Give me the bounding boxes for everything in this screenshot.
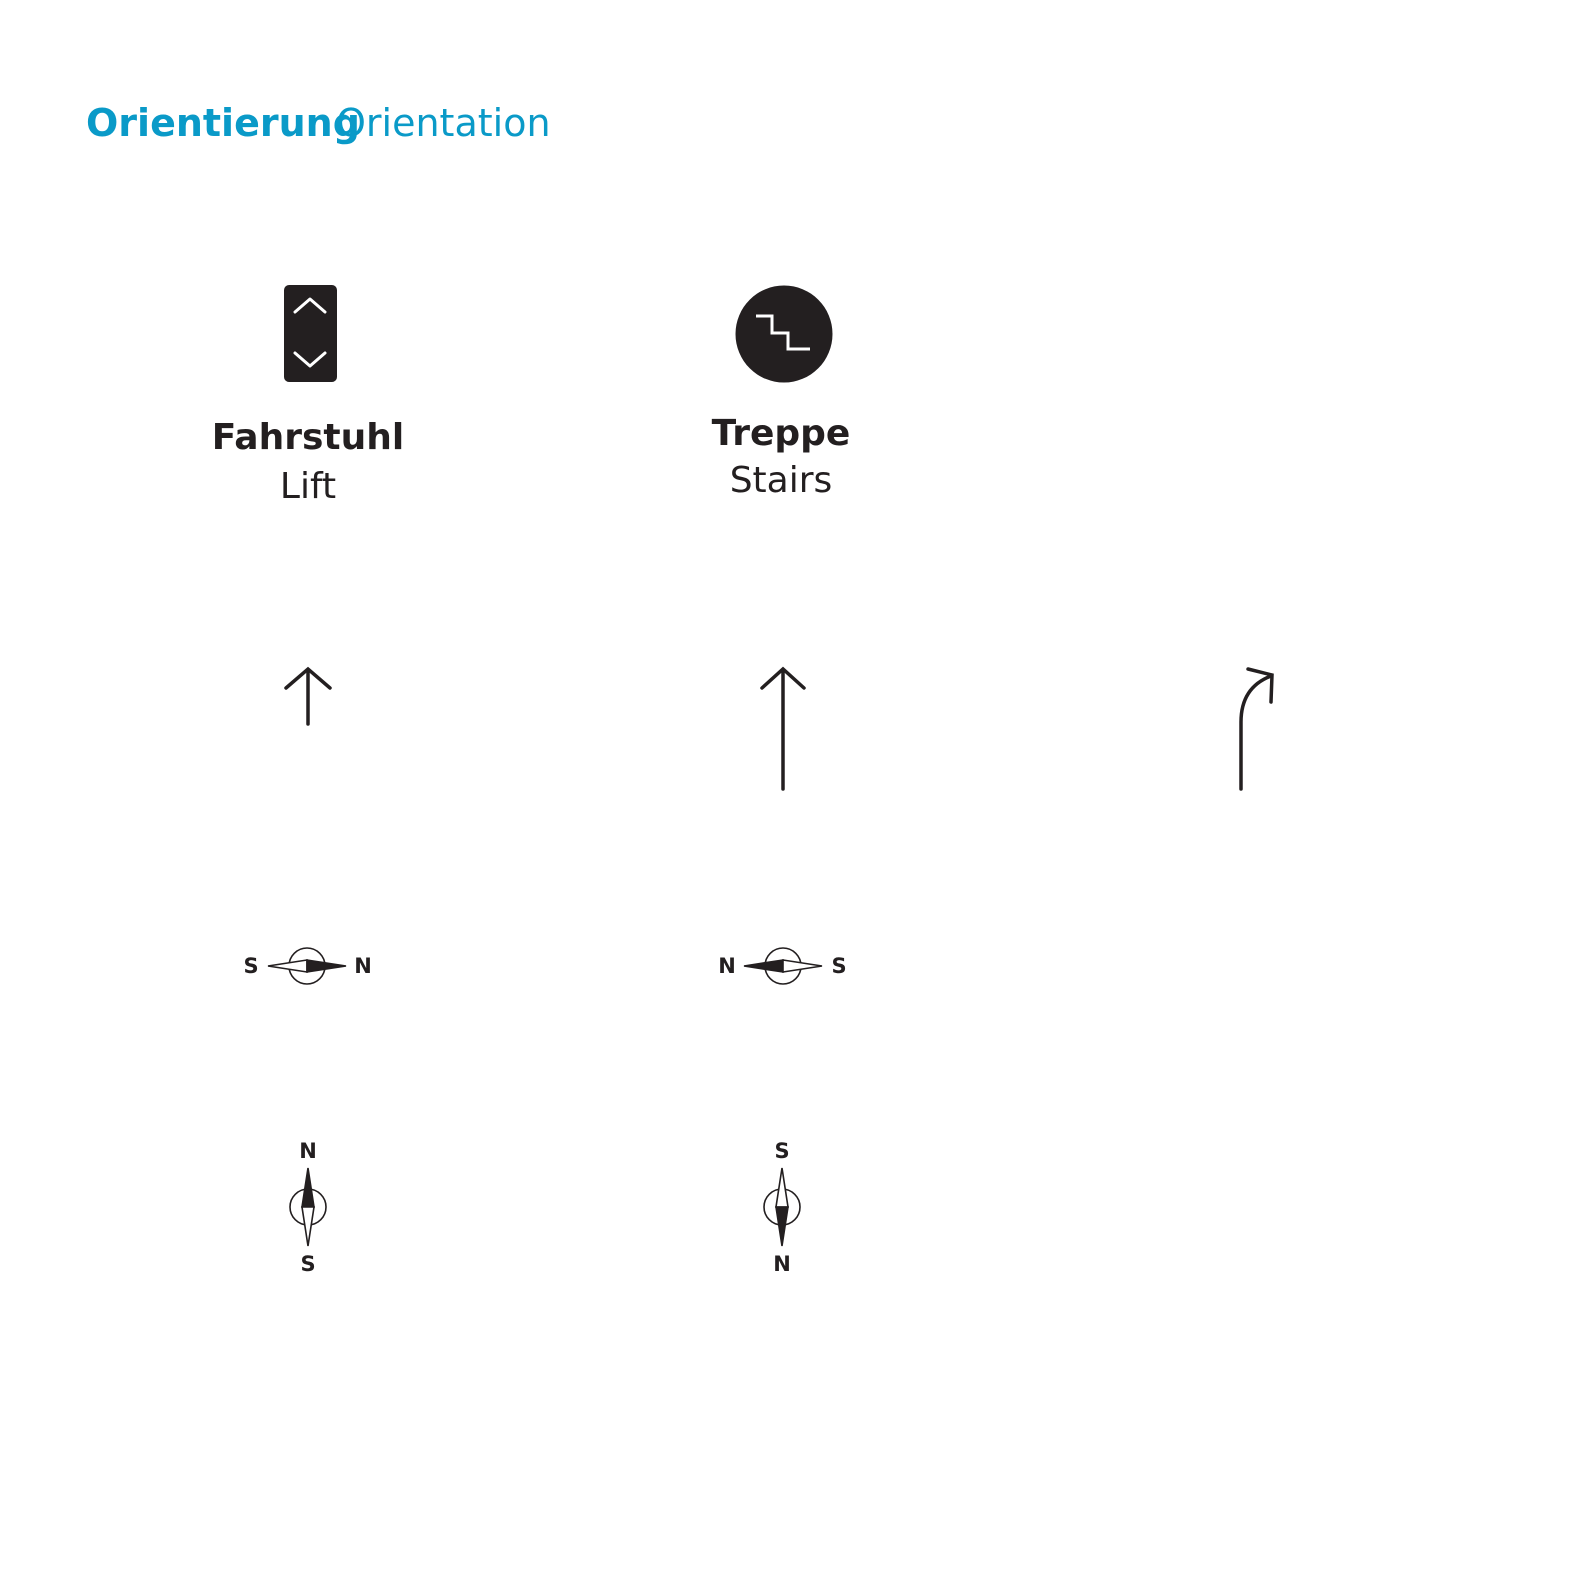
compass-south-bottom-letter: N bbox=[773, 1252, 791, 1276]
page-title-english: Orientation bbox=[336, 101, 551, 145]
compass-north-top-letter: N bbox=[299, 1139, 317, 1163]
short-arrow-up-icon bbox=[280, 664, 336, 728]
compass-north-icon bbox=[288, 1166, 328, 1248]
stairs-label-german: Treppe bbox=[711, 413, 851, 454]
lift-label-german: Fahrstuhl bbox=[211, 417, 405, 458]
long-arrow-up-icon bbox=[758, 664, 808, 794]
lift-icon bbox=[284, 285, 338, 383]
stairs-icon bbox=[735, 285, 833, 383]
lift-label-english: Lift bbox=[279, 466, 337, 507]
compass-west-right-letter: S bbox=[831, 954, 847, 978]
page-title-german: Orientierung bbox=[86, 101, 360, 145]
curved-arrow-up-right-icon bbox=[1228, 662, 1284, 794]
compass-north-bottom-letter: S bbox=[300, 1252, 316, 1276]
compass-west-icon bbox=[742, 946, 824, 986]
compass-south-top-letter: S bbox=[774, 1139, 790, 1163]
compass-east-icon bbox=[266, 946, 348, 986]
compass-south-icon bbox=[762, 1166, 802, 1248]
stairs-label-english: Stairs bbox=[729, 460, 833, 501]
compass-west-left-letter: N bbox=[718, 954, 736, 978]
compass-east-right-letter: N bbox=[354, 954, 372, 978]
compass-east-left-letter: S bbox=[243, 954, 259, 978]
